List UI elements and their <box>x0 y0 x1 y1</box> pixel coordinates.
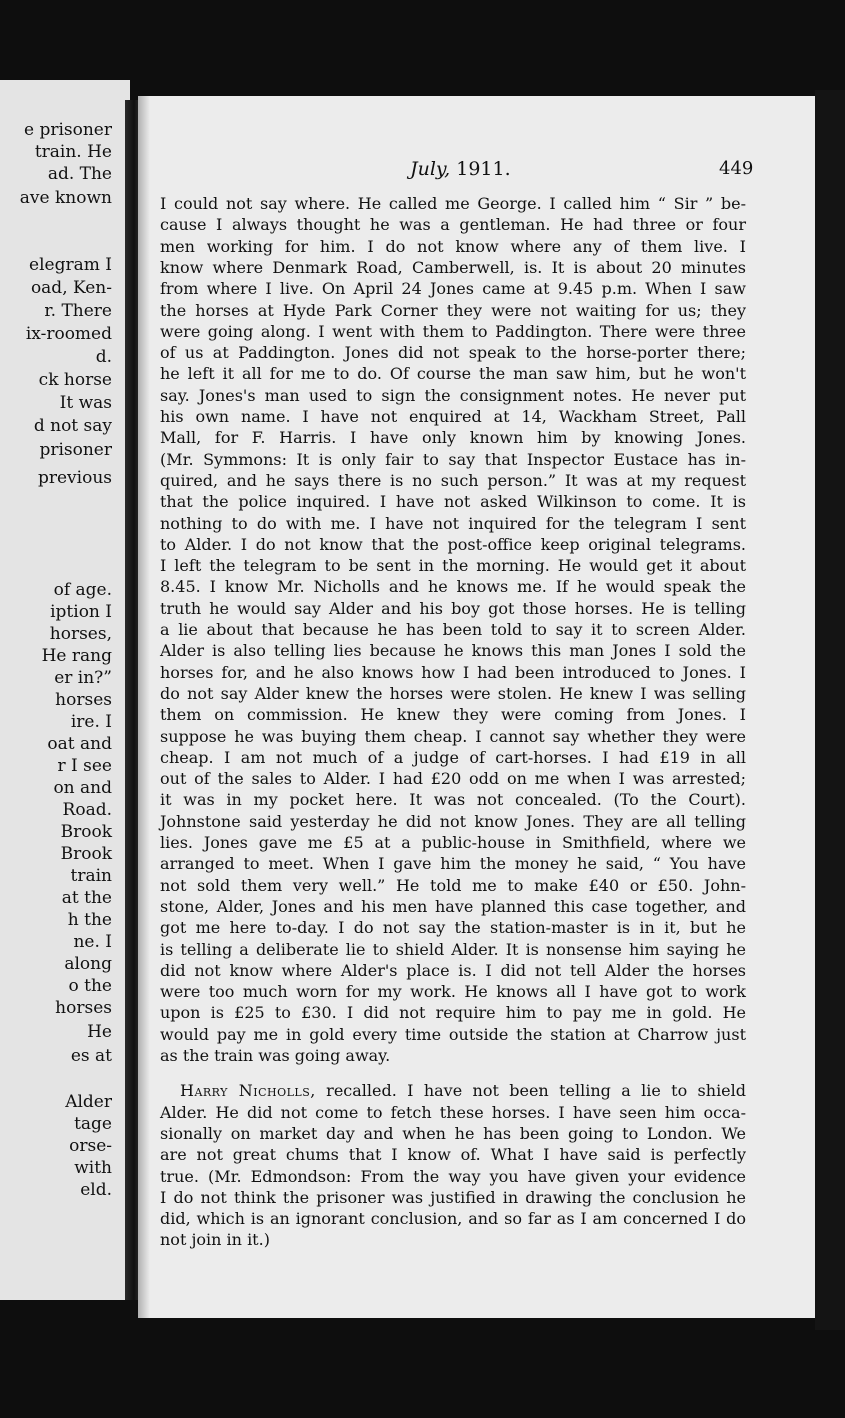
text-line-rest: recalled. I have not been telling a lie to shield <box>315 1081 747 1101</box>
left-page-fragment: r. There <box>44 301 112 321</box>
text-line: nothing to do with me. I have not inquired for the telegram I sent <box>160 513 746 533</box>
text-line: arranged to meet. When I gave him the money he said, “ You have <box>160 854 746 874</box>
left-page-fragment: He rang <box>41 646 112 666</box>
left-page-fragment: horses <box>55 690 112 710</box>
left-page-fragment: er in?” <box>54 668 112 688</box>
text-line: upon is £25 to £30. I did not require him to pay me in gold. He <box>160 1003 746 1023</box>
text-line: as the train was going away. <box>160 1046 391 1065</box>
text-line: his own name. I have not enquired at 14, Wackham Street, Pall <box>160 407 746 426</box>
left-page-fragment: previous <box>37 468 112 488</box>
text-line: not sold them very well.” He told me to make £40 or £50. John- <box>160 875 746 895</box>
text-line: a lie about that because he has been told to say it to screen Alder. <box>160 620 746 639</box>
left-page-fragment: orse- <box>69 1136 112 1156</box>
header-year: 1911. <box>456 158 511 180</box>
left-page-fragment: horses <box>55 998 112 1018</box>
left-page-fragment: Brook <box>60 822 112 842</box>
text-line: are not great chums that I know of. What I have said is perfectly <box>160 1145 746 1165</box>
left-page-fragment: iption I <box>50 602 112 622</box>
left-page-fragment: on and <box>53 778 112 798</box>
text-line: Alder is also telling lies because he knows this man Jones I sold the <box>160 641 746 661</box>
text-line: Mall, for F. Harris. I have only known him by knowing Jones. <box>160 428 746 448</box>
text-line: of us at Paddington. Jones did not speak to the horse-porter there; <box>160 343 746 363</box>
text-line: suppose he was buying them cheap. I cannot say whether they were <box>160 726 746 746</box>
left-page-fragment: Alder <box>65 1092 112 1112</box>
left-page-fragment: Brook <box>60 844 112 864</box>
left-page-fragment: tage <box>74 1114 112 1134</box>
text-line: I could not say where. He called me George. I called him “ Sir ” be- <box>160 194 746 213</box>
text-line: to Alder. I do not know that the post-office keep original telegrams. <box>160 534 746 554</box>
text-line: out of the sales to Alder. I had £20 odd on me when I was arrested; <box>160 769 746 789</box>
text-line: know where Denmark Road, Camberwell, is. It is about 20 minutes <box>160 257 746 277</box>
left-page-fragment: ck horse <box>38 370 112 390</box>
left-page-fragment: along <box>64 954 112 974</box>
page-shadow <box>138 96 150 1318</box>
text-line: I left the telegram to be sent in the morning. He would get it about <box>160 556 746 576</box>
left-page-fragment: es at <box>70 1046 112 1066</box>
left-page-fragment: ne. I <box>73 932 112 952</box>
text-line: truth he would say Alder and his boy got those horses. He is telling <box>160 598 746 618</box>
text-line: that the police inquired. I have not asked Wilkinson to come. It is <box>160 492 746 512</box>
left-page-fragment: of age. <box>53 580 112 600</box>
text-line: got me here to-day. I do not say the station-master is in it, but he <box>160 918 746 938</box>
text-line: he left it all for me to do. Of course the man saw him, but he won't <box>160 364 746 384</box>
text-line: stone, Alder, Jones and his men have planned this case together, and <box>160 896 746 916</box>
left-page-fragment: h the <box>67 910 112 930</box>
text-line: did, which is an ignorant conclusion, and so far as I am concerned I do <box>160 1209 746 1229</box>
left-page-fragment: ad. The <box>47 164 112 184</box>
left-page-fragment: train. He <box>34 142 112 162</box>
page-number: 449 <box>719 158 754 179</box>
left-page-fragment: horses, <box>49 624 112 644</box>
left-page-fragment: o the <box>68 976 112 996</box>
text-line: did not know where Alder's place is. I did not tell Alder the horses <box>160 960 746 980</box>
text-line: the horses at Hyde Park Corner they were not waiting for us; they <box>160 300 746 320</box>
left-page-fragment: prisoner <box>39 440 112 460</box>
speaker-name: Harry Nicholls, <box>180 1081 316 1101</box>
text-line: it was in my pocket here. It was not concealed. (To the Court). <box>160 790 746 810</box>
left-page-fragment: d. <box>95 347 112 367</box>
left-page <box>0 80 130 1300</box>
paragraph2-first-line <box>180 1081 746 1101</box>
text-line: Johnstone said yesterday he did not know Jones. They are all telling <box>160 811 746 831</box>
left-page-fragment: ire. I <box>70 712 112 732</box>
text-line: not join in it.) <box>160 1230 270 1250</box>
text-line: were going along. I went with them to Paddington. There were three <box>160 321 746 341</box>
left-page-fragment: ave known <box>19 188 112 208</box>
left-page-fragment: He <box>87 1022 112 1042</box>
text-line: 8.45. I know Mr. Nicholls and he knows me. If he would speak the <box>160 577 746 597</box>
left-page-fragment: oat and <box>47 734 112 754</box>
text-line: were too much worn for my work. He knows all I have got to work <box>160 982 746 1002</box>
text-line: horses for, and he also knows how I had been introduced to Jones. I <box>160 662 746 682</box>
text-line: lies. Jones gave me £5 at a public-house in Smithfield, where we <box>160 833 746 852</box>
text-line: cheap. I am not much of a judge of cart-horses. I had £19 in all <box>160 747 746 767</box>
text-line: Alder. He did not come to fetch these horses. I have seen him occa- <box>160 1102 746 1122</box>
text-line: is telling a deliberate lie to shield Alder. It is nonsense him saying he <box>160 939 746 959</box>
left-page-fragment: elegram I <box>29 255 112 275</box>
right-page <box>138 96 818 1318</box>
left-page-fragment: with <box>74 1158 112 1178</box>
left-page-fragment: Road. <box>62 800 112 820</box>
left-page-fragment: It was <box>59 393 112 413</box>
left-page-fragment: oad, Ken- <box>30 278 112 298</box>
header-month: July, <box>410 158 451 180</box>
left-page-fragment: e prisoner <box>23 120 112 140</box>
left-page-fragment: r I see <box>57 756 112 776</box>
left-page-fragment: eld. <box>80 1180 112 1200</box>
text-line: from where I live. On April 24 Jones came at 9.45 p.m. When I saw <box>160 279 746 299</box>
text-line: (Mr. Symmons: It is only fair to say that Inspector Eustace has in- <box>160 449 746 469</box>
running-header <box>410 158 511 180</box>
text-line: I do not think the prisoner was justified in drawing the conclusion he <box>160 1187 746 1207</box>
right-edge-shadow <box>815 90 845 1330</box>
text-line: cause I always thought he was a gentleman. He had three or four <box>160 215 746 235</box>
left-page-fragment: at the <box>61 888 112 908</box>
left-page-fragment: d not say <box>33 416 112 436</box>
text-line: men working for him. I do not know where any of them live. I <box>160 236 746 256</box>
text-line: would pay me in gold every time outside the station at Charrow just <box>160 1024 746 1044</box>
text-line: do not say Alder knew the horses were stolen. He knew I was selling <box>160 683 746 703</box>
text-line: say. Jones's man used to sign the consignment notes. He never put <box>160 385 746 405</box>
text-line: them on commission. He knew they were coming from Jones. I <box>160 705 746 725</box>
text-line: quired, and he says there is no such person.” It was at my request <box>160 470 746 490</box>
text-line: sionally on market day and when he has been going to London. We <box>160 1123 746 1143</box>
text-line: true. (Mr. Edmondson: From the way you have given your evidence <box>160 1166 746 1186</box>
left-page-fragment: train <box>70 866 112 886</box>
left-page-fragment: ix-roomed <box>25 324 112 344</box>
